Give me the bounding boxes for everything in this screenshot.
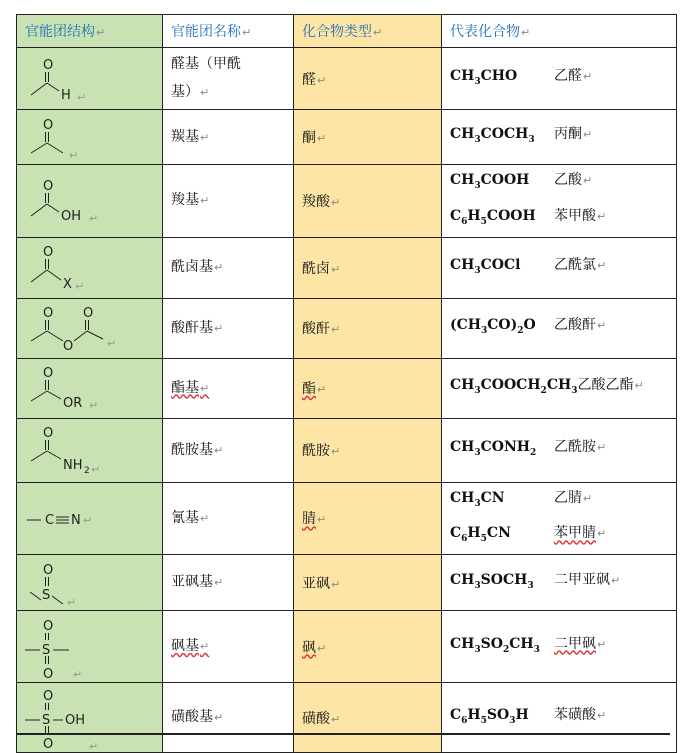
table-row	[17, 165, 677, 238]
group-name-cell	[163, 110, 294, 165]
compound-type-cell: 酰卤↵	[294, 237, 442, 298]
example-cell	[442, 482, 677, 555]
svg-text:2: 2	[84, 466, 90, 477]
example-formula: $CH_3CHO$	[450, 67, 518, 87]
header-name: 官能团名称↵	[163, 15, 294, 48]
svg-text:O: O	[43, 306, 54, 322]
group-name-cell	[163, 482, 294, 555]
header-compound-type: 化合物类型↵	[294, 15, 442, 48]
group-name: 醛基（甲酰	[171, 56, 241, 72]
carbonyl-structure-icon	[17, 111, 154, 164]
svg-text:O: O	[43, 666, 54, 682]
example-chinese-name: 乙酰氯	[554, 256, 596, 273]
compound-type-cell: 砜↵	[294, 611, 442, 683]
example-formula: $CH_3CONH_2$	[450, 439, 537, 458]
aldehyde-structure-icon	[17, 49, 154, 109]
compound-type: 醛	[302, 71, 316, 88]
example-formula: $CH_3SOCH_3$	[450, 571, 534, 591]
group-name-cell	[163, 611, 294, 683]
example-cell	[442, 298, 677, 358]
svg-text:C: C	[45, 513, 55, 529]
example-chinese-name: 乙酸	[554, 172, 582, 188]
table-row	[17, 48, 677, 110]
group-name: 砜基↵	[171, 638, 210, 655]
group-name: 基）↵	[171, 84, 210, 100]
ester-structure-icon	[17, 359, 154, 417]
svg-text:H: H	[61, 87, 71, 103]
example-formula: $(CH_3CO)_2O$	[450, 317, 536, 336]
table-row	[17, 555, 677, 611]
example-chinese-name: 乙酸酐	[554, 317, 596, 334]
compound-type-cell: 酸酐↵	[294, 298, 442, 358]
example-line: $CH_3SOCH_3$ 二甲亚砜↵	[450, 565, 668, 601]
example-cell	[442, 48, 677, 110]
example-chinese-name: 苯甲酸	[554, 207, 596, 224]
example-cell	[442, 237, 677, 298]
structure-cell	[17, 418, 163, 482]
svg-text:O: O	[63, 339, 74, 355]
functional-group-table	[16, 14, 677, 753]
structure-cell	[17, 237, 163, 298]
svg-text:O: O	[43, 245, 54, 261]
table-row	[17, 482, 677, 555]
example-line: $(CH_3CO)_2O$ 乙酸酐↵	[450, 310, 668, 346]
structure-cell	[17, 48, 163, 110]
header-structure: 官能团结构↵	[17, 15, 163, 48]
compound-type: 酯	[302, 381, 316, 398]
svg-text:OR: OR	[63, 396, 83, 412]
svg-text:O: O	[43, 179, 54, 195]
compound-type-cell: 亚砜↵	[294, 555, 442, 611]
example-formula: $CH_3COCH_3$	[450, 126, 535, 145]
example-line: $CH_3COOCH_2CH_3$乙酸乙酯↵	[450, 370, 668, 406]
group-name: 亚砜基↵	[171, 574, 224, 591]
group-name-cell	[163, 165, 294, 238]
compound-type-cell: 醛↵	[294, 48, 442, 110]
svg-text:NH: NH	[63, 458, 83, 474]
example-line: $C_6H_5COOH$ 苯甲酸↵	[450, 201, 668, 237]
example-chinese-name: 乙酰胺	[554, 439, 596, 456]
example-chinese-name: 乙醛	[554, 67, 582, 84]
table-header-row	[17, 15, 677, 48]
svg-text:S: S	[42, 587, 51, 603]
table-row	[17, 237, 677, 298]
example-formula: $CH_3COCl$	[450, 256, 521, 276]
example-chinese-name: 乙腈	[554, 489, 582, 506]
compound-type: 酰卤	[302, 260, 330, 277]
anhydride-structure-icon	[17, 299, 154, 357]
svg-text:O: O	[43, 562, 54, 578]
svg-text:↵: ↵	[69, 148, 79, 162]
svg-text:O: O	[43, 688, 54, 704]
svg-text:↵: ↵	[73, 667, 83, 681]
example-formula: $C_6H_5COOH$	[450, 207, 536, 227]
sulfoxide-structure-icon	[17, 556, 154, 610]
sulfonic-acid-structure-icon	[17, 684, 154, 752]
compound-type-cell: 腈↵	[294, 482, 442, 555]
nitrile-structure-icon	[17, 488, 154, 548]
example-chinese-name: 乙酸乙酯	[577, 377, 634, 394]
compound-type: 酸酐	[302, 321, 330, 338]
group-name-cell	[163, 418, 294, 482]
svg-text:↵: ↵	[89, 212, 99, 226]
svg-text:S: S	[42, 642, 51, 658]
example-chinese-name: 二甲亚砜	[554, 571, 610, 588]
compound-type: 亚砜	[302, 575, 330, 592]
example-cell	[442, 683, 677, 753]
group-name-cell	[163, 358, 294, 418]
structure-cell	[17, 555, 163, 611]
example-formula: $CH_3CN$	[450, 489, 505, 509]
compound-type: 羧酸	[302, 193, 330, 210]
amide-structure-icon	[17, 419, 154, 481]
group-name: 羧基↵	[171, 192, 210, 209]
compound-type-cell: 磺酸↵	[294, 683, 442, 753]
example-cell	[442, 611, 677, 683]
example-formula: $C_6H_5SO_3H$	[450, 706, 529, 726]
svg-text:OH: OH	[61, 209, 82, 225]
table-row	[17, 683, 677, 753]
group-name-cell	[163, 683, 294, 753]
structure-cell	[17, 165, 163, 238]
svg-text:OH: OH	[65, 712, 86, 728]
carboxyl-structure-icon	[17, 170, 154, 231]
example-formula: $CH_3COOH$	[450, 172, 530, 191]
structure-cell	[17, 298, 163, 358]
svg-text:↵: ↵	[83, 514, 93, 528]
compound-type: 酮	[302, 130, 316, 146]
header-example: 代表化合物↵	[442, 15, 677, 48]
example-cell	[442, 110, 677, 165]
svg-text:O: O	[43, 366, 54, 382]
group-name: 酰卤基↵	[171, 259, 224, 276]
example-line: $CH_3CHO$ 乙醛↵	[450, 61, 668, 97]
svg-text:S: S	[42, 712, 51, 728]
example-formula: $CH_3SO_2CH_3$	[450, 635, 540, 655]
svg-text:↵: ↵	[91, 463, 101, 477]
group-name: 酯基↵	[171, 379, 210, 396]
example-chinese-name: 二甲砜	[554, 635, 596, 652]
svg-text:↵: ↵	[77, 90, 87, 104]
table-row	[17, 418, 677, 482]
svg-text:O: O	[43, 57, 54, 73]
compound-type-cell: 酰胺↵	[294, 418, 442, 482]
table-row	[17, 110, 677, 165]
group-name: 磺酸基↵	[171, 709, 224, 726]
compound-type: 砜	[302, 639, 316, 656]
example-chinese-name: 苯甲腈	[554, 525, 596, 542]
svg-text:↵: ↵	[107, 337, 117, 351]
example-line: $CH_3COCH_3$ 丙酮↵	[450, 119, 668, 155]
group-name-cell	[163, 298, 294, 358]
svg-text:O: O	[43, 736, 54, 752]
sulfone-structure-icon	[17, 612, 154, 682]
example-cell	[442, 418, 677, 482]
group-name-cell	[163, 237, 294, 298]
svg-text:↵: ↵	[89, 399, 99, 413]
structure-cell	[17, 482, 163, 555]
structure-cell	[17, 611, 163, 683]
example-cell	[442, 165, 677, 238]
group-name: 羰基↵	[171, 128, 210, 145]
compound-type-cell: 酮↵	[294, 110, 442, 165]
example-line: $CH_3COCl$ 乙酰氯↵	[450, 250, 668, 286]
example-line: $C_6H_5SO_3H$ 苯磺酸↵	[450, 700, 668, 736]
group-name: 酸酐基↵	[171, 319, 224, 336]
bottom-rule	[16, 733, 670, 735]
example-cell	[442, 555, 677, 611]
svg-text:X: X	[63, 277, 72, 293]
group-name-cell	[163, 555, 294, 611]
svg-text:O: O	[43, 618, 54, 634]
compound-type-cell: 酯↵	[294, 358, 442, 418]
example-line: $CH_3CONH_2$ 乙酰胺↵	[450, 432, 668, 468]
group-name-cell	[163, 48, 294, 110]
group-name: 酰胺基↵	[171, 441, 224, 458]
svg-text:O: O	[83, 306, 94, 322]
structure-cell	[17, 358, 163, 418]
svg-text:N: N	[71, 513, 81, 529]
structure-cell	[17, 110, 163, 165]
example-line: $CH_3COOH$ 乙酸↵	[450, 165, 668, 201]
svg-text:O: O	[43, 117, 54, 133]
svg-text:↵: ↵	[89, 739, 99, 752]
compound-type: 酰胺	[302, 443, 330, 460]
example-formula: $C_6H_5CN$	[450, 525, 511, 545]
table-row	[17, 358, 677, 418]
example-line: $C_6H_5CN$ 苯甲腈↵	[450, 518, 668, 554]
svg-text:↵: ↵	[67, 595, 77, 609]
compound-type: 腈	[302, 511, 316, 528]
compound-type-cell: 羧酸↵	[294, 165, 442, 238]
table-row	[17, 298, 677, 358]
example-formula: $CH_3COOCH_2CH_3$	[450, 377, 578, 396]
compound-type: 磺酸	[302, 710, 330, 727]
structure-cell	[17, 683, 163, 753]
example-chinese-name: 丙酮	[554, 126, 582, 143]
example-chinese-name: 苯磺酸	[554, 706, 596, 723]
table-row	[17, 611, 677, 683]
example-cell	[442, 358, 677, 418]
acyl-halide-structure-icon	[17, 238, 154, 297]
example-line: $CH_3CN$ 乙腈↵	[450, 483, 668, 519]
group-name: 氰基↵	[171, 509, 210, 526]
example-line: $CH_3SO_2CH_3$ 二甲砜↵	[450, 629, 668, 665]
svg-text:↵: ↵	[75, 280, 85, 294]
svg-text:O: O	[43, 426, 54, 442]
